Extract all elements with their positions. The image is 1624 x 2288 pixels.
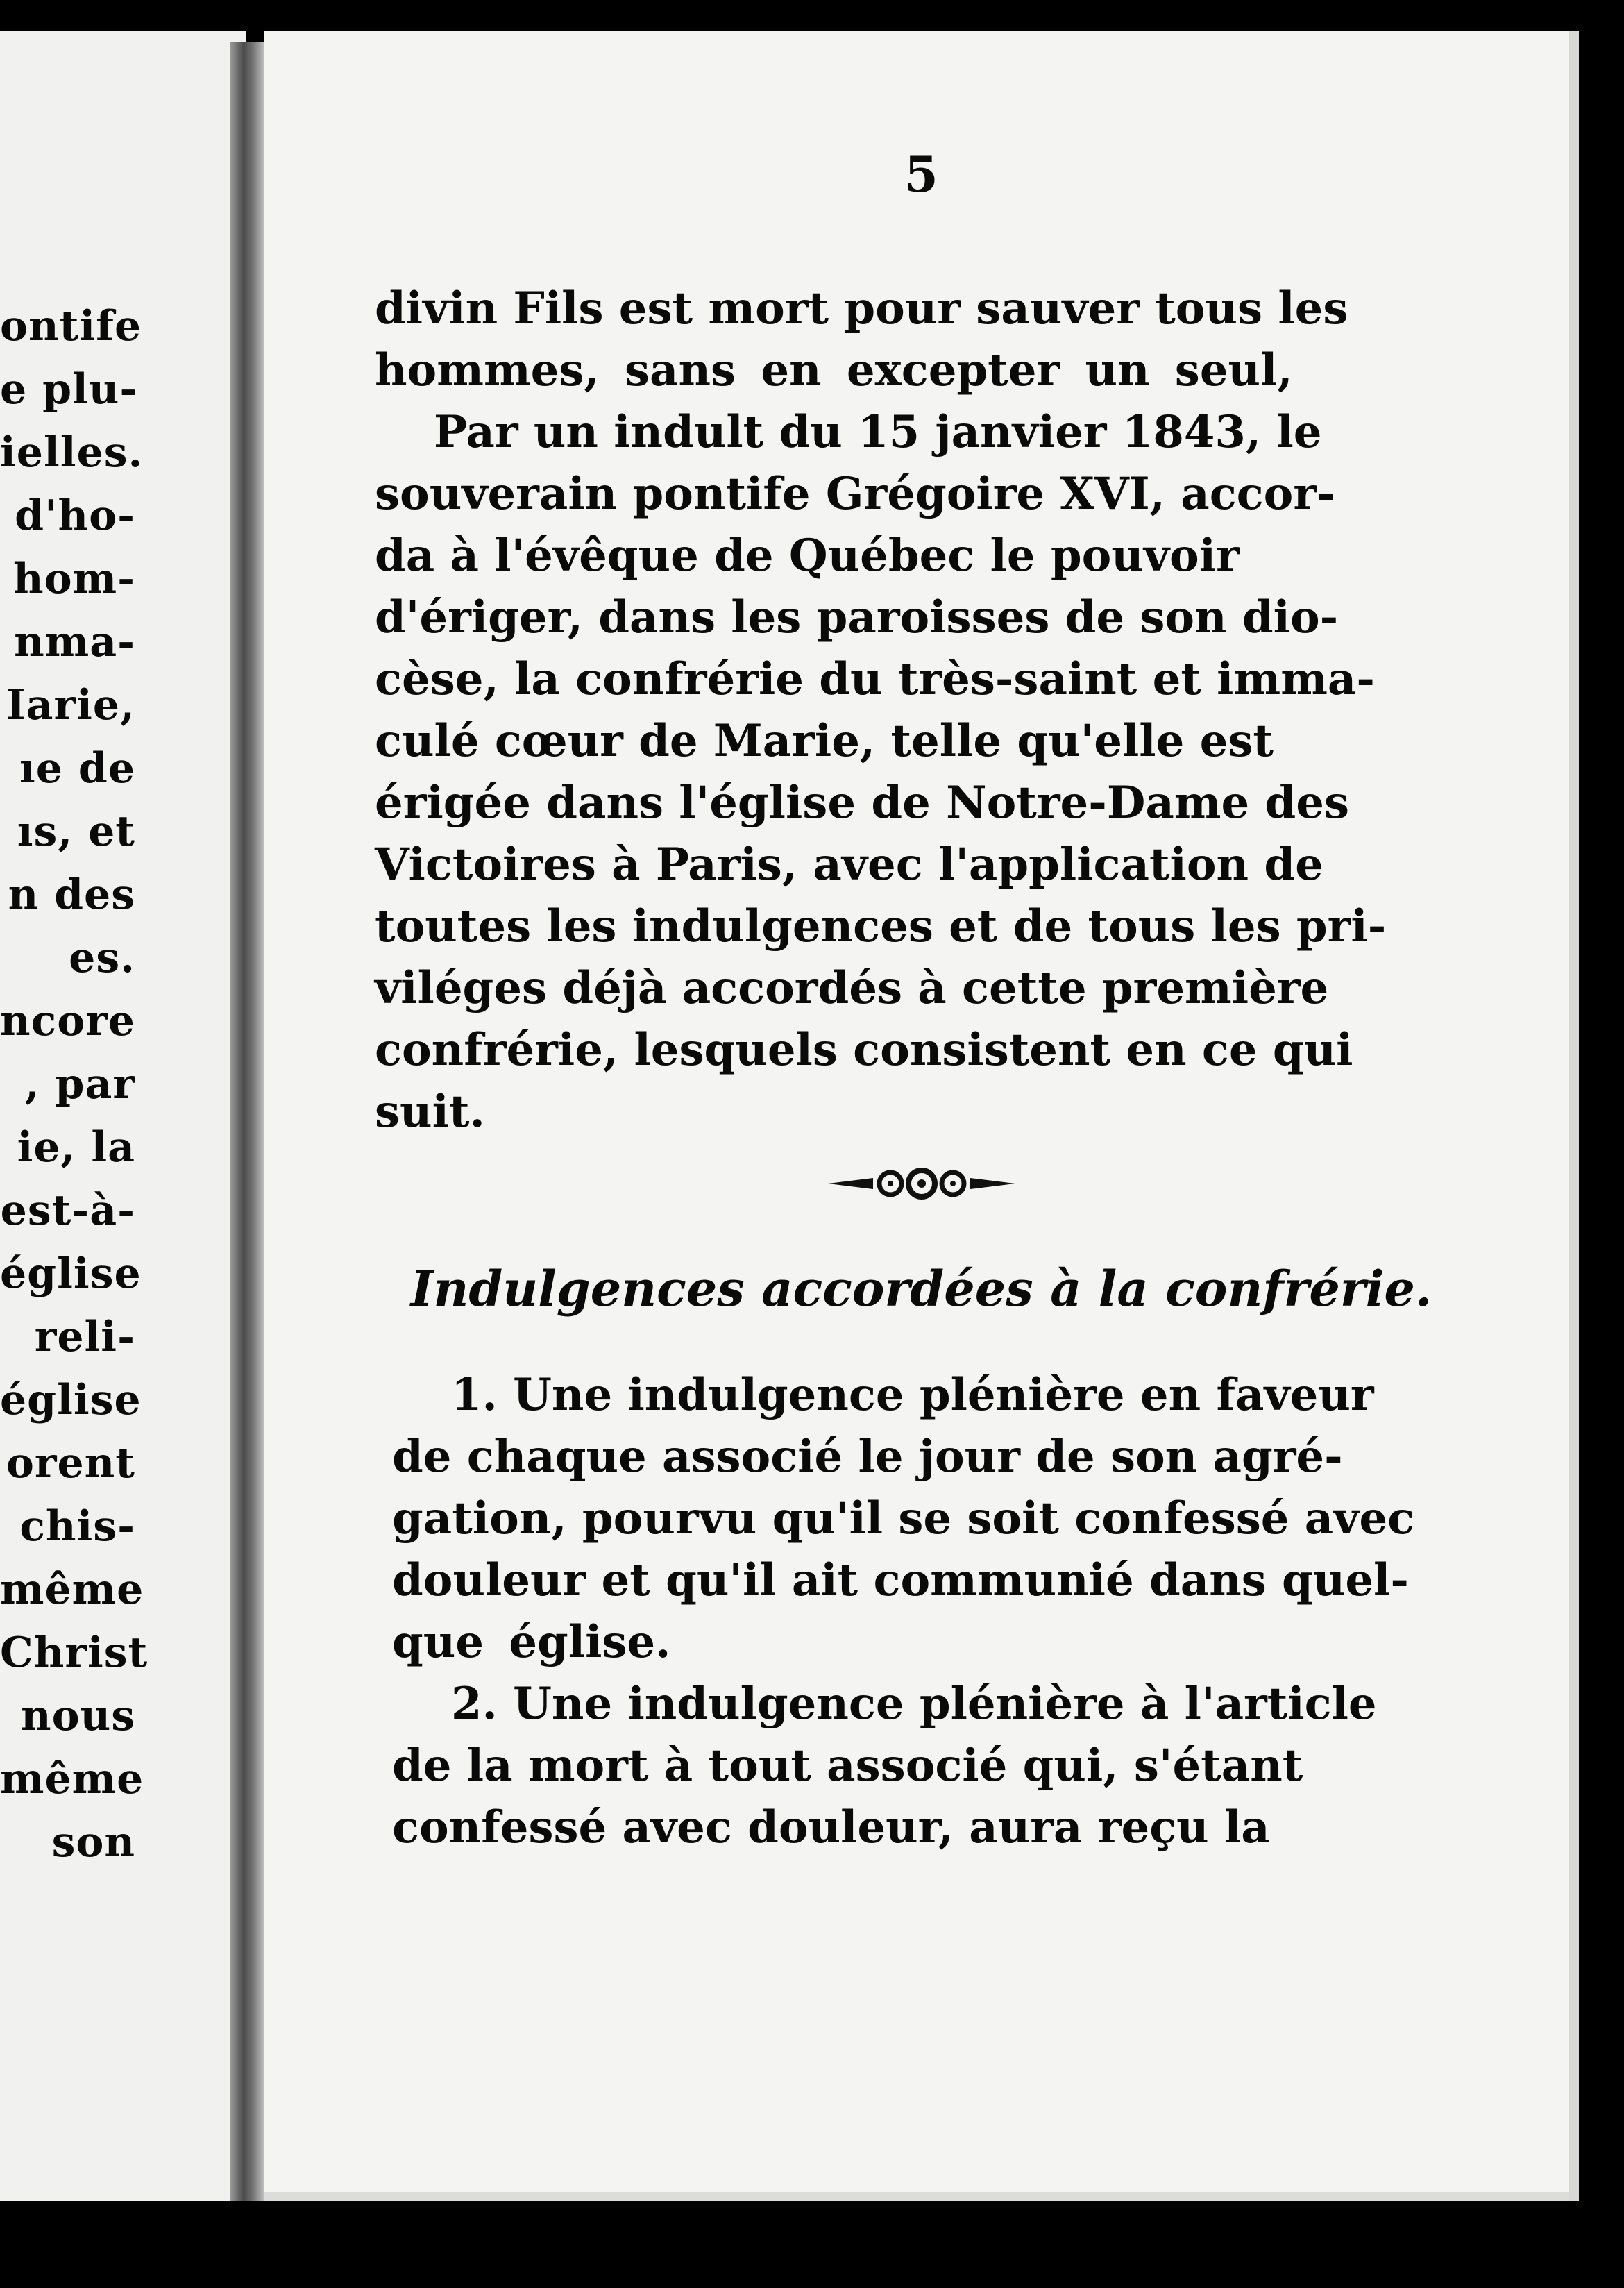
previous-page-line: ie, la — [17, 1123, 135, 1172]
previous-page-line: nma- — [14, 618, 135, 666]
list-item-line: 1. Une indulgence plénière en faveur — [451, 1369, 1374, 1421]
text-line: divin Fils est mort pour sauver tous les — [375, 283, 1348, 335]
previous-page-line: ielles. — [0, 428, 144, 477]
previous-page-line: son — [51, 1818, 135, 1867]
previous-page-line: même — [0, 1755, 144, 1803]
previous-page-line: Iarie, — [6, 681, 135, 730]
previous-page-line: , par — [24, 1060, 135, 1109]
previous-page-line: ontife — [0, 302, 142, 351]
text-line: d'ériger, dans les paroisses de son dio- — [375, 591, 1339, 644]
previous-page-line: n des — [8, 870, 135, 919]
text-line: souverain pontife Grégoire XVI, accor- — [375, 468, 1335, 520]
body-text — [375, 278, 1444, 1143]
text-line: cèse, la confrérie du très-saint et imma- — [375, 653, 1375, 705]
ornament-icon — [824, 1163, 1019, 1204]
list-item-line: de chaque associé le jour de son agré- — [392, 1431, 1343, 1483]
previous-page-line: d'ho- — [15, 491, 135, 540]
text-line: hommes, sans en excepter un seul, — [375, 344, 1293, 396]
book-gutter — [230, 42, 264, 2201]
list-item-line: de la mort à tout associé qui, s'étant — [392, 1740, 1303, 1792]
previous-page-line: ıs, et — [17, 807, 135, 856]
list-item-line: confessé avec douleur, aura reçu la — [392, 1801, 1270, 1853]
previous-page-line: chis- — [19, 1502, 135, 1551]
text-line: suit. — [375, 1086, 485, 1138]
text-line: da à l'évêque de Québec le pouvoir — [375, 530, 1240, 582]
previous-page-fragment — [0, 31, 246, 2201]
previous-page-line: est-à- — [0, 1186, 135, 1235]
text-line: Par un indult du 15 janvier 1843, le — [434, 406, 1322, 458]
previous-page-line: ncore — [0, 997, 135, 1045]
book-page — [264, 31, 1579, 2201]
previous-page-line: es. — [69, 934, 135, 982]
text-line: toutes les indulgences et de tous les pri- — [375, 900, 1387, 952]
text-line: Victoires à Paris, avec l'application de — [375, 839, 1323, 891]
text-line: viléges déjà accordés à cette première — [375, 962, 1329, 1014]
previous-page-line: hom- — [12, 555, 135, 603]
previous-page-line: e plu- — [0, 365, 138, 414]
list-item-line: 2. Une indulgence plénière à l'article — [451, 1678, 1377, 1730]
section-heading: Indulgences accordées à la confrérie. — [410, 1260, 1432, 1318]
decorative-ornament — [264, 1163, 1579, 1204]
previous-page-line: orent — [6, 1439, 135, 1488]
previous-page-line: même — [0, 1565, 144, 1614]
previous-page-line: nous — [20, 1692, 135, 1740]
list-item-line: que église. — [392, 1616, 671, 1668]
page-number: 5 — [904, 146, 938, 203]
previous-page-line: église — [0, 1376, 142, 1424]
text-line: érigée dans l'église de Notre-Dame des — [375, 777, 1349, 829]
list-item-line: douleur et qu'il ait communié dans quel- — [392, 1554, 1409, 1606]
previous-page-line: reli- — [34, 1313, 135, 1361]
text-line: confrérie, lesquels consistent en ce qui — [375, 1024, 1353, 1076]
previous-page-line: Christ — [0, 1629, 149, 1677]
previous-page-line: ıe de — [19, 744, 135, 793]
previous-page-text — [0, 295, 149, 1874]
previous-page-line: église — [0, 1250, 142, 1298]
text-line: culé cœur de Marie, telle qu'elle est — [375, 715, 1274, 767]
indulgence-list — [392, 1364, 1454, 1858]
list-item-line: gation, pourvu qu'il se soit confessé avec — [392, 1492, 1415, 1545]
